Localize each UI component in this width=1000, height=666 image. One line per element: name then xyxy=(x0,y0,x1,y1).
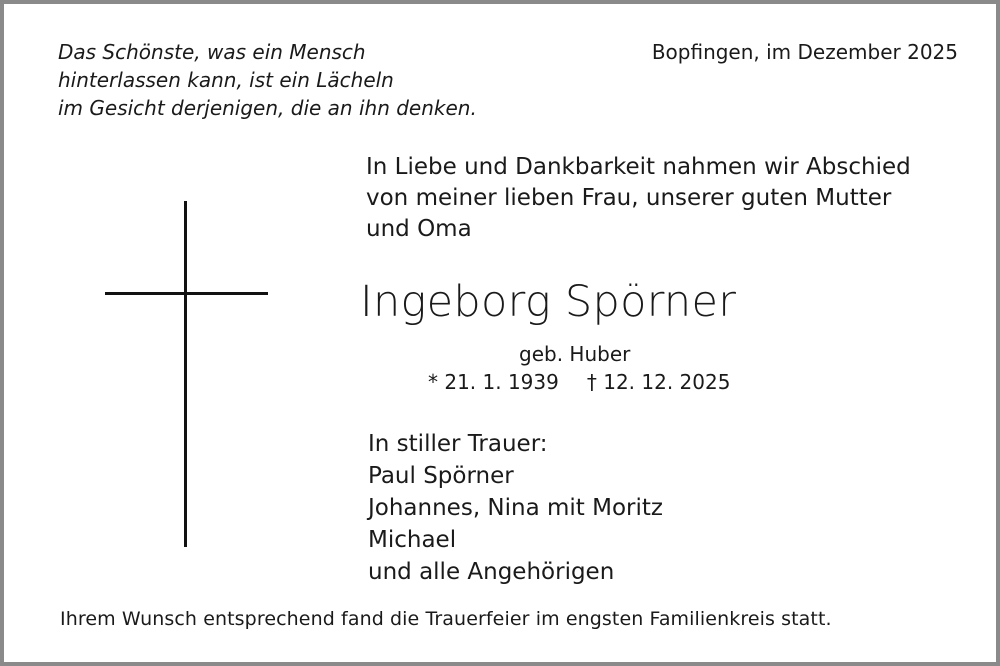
mourner-4: und alle Angehörigen xyxy=(368,559,615,585)
mourners-list xyxy=(368,428,663,588)
cross-vertical-bar xyxy=(184,201,187,547)
quote-line-2: hinterlassen kann, ist ein Lächeln xyxy=(58,68,394,92)
mourner-3: Michael xyxy=(368,527,457,553)
deceased-name: Ingeborg Spörner xyxy=(360,277,737,327)
mourner-2: Johannes, Nina mit Moritz xyxy=(368,495,663,521)
intro-line-2: von meiner lieben Frau, unserer guten Mutter xyxy=(366,185,892,211)
memorial-quote xyxy=(58,38,477,122)
birth-date: * 21. 1. 1939 xyxy=(428,370,559,394)
cross-horizontal-bar xyxy=(105,292,268,295)
mourners-heading: In stiller Trauer: xyxy=(368,431,548,457)
intro-line-3: und Oma xyxy=(366,216,472,242)
place-and-date: Bopfingen, im Dezember 2025 xyxy=(651,40,958,64)
mourner-1: Paul Spörner xyxy=(368,463,514,489)
death-date: † 12. 12. 2025 xyxy=(586,370,731,394)
birth-name: geb. Huber xyxy=(519,342,631,366)
life-dates xyxy=(428,369,730,395)
quote-line-3: im Gesicht derjenigen, die an ihn denken. xyxy=(58,96,477,120)
funeral-note: Ihrem Wunsch entsprechend fand die Trauerfeier im engsten Familienkreis statt. xyxy=(60,608,832,630)
intro-line-1: In Liebe und Dankbarkeit nahmen wir Abschied xyxy=(366,154,911,180)
farewell-intro xyxy=(366,152,911,245)
quote-line-1: Das Schönste, was ein Mensch xyxy=(58,40,366,64)
